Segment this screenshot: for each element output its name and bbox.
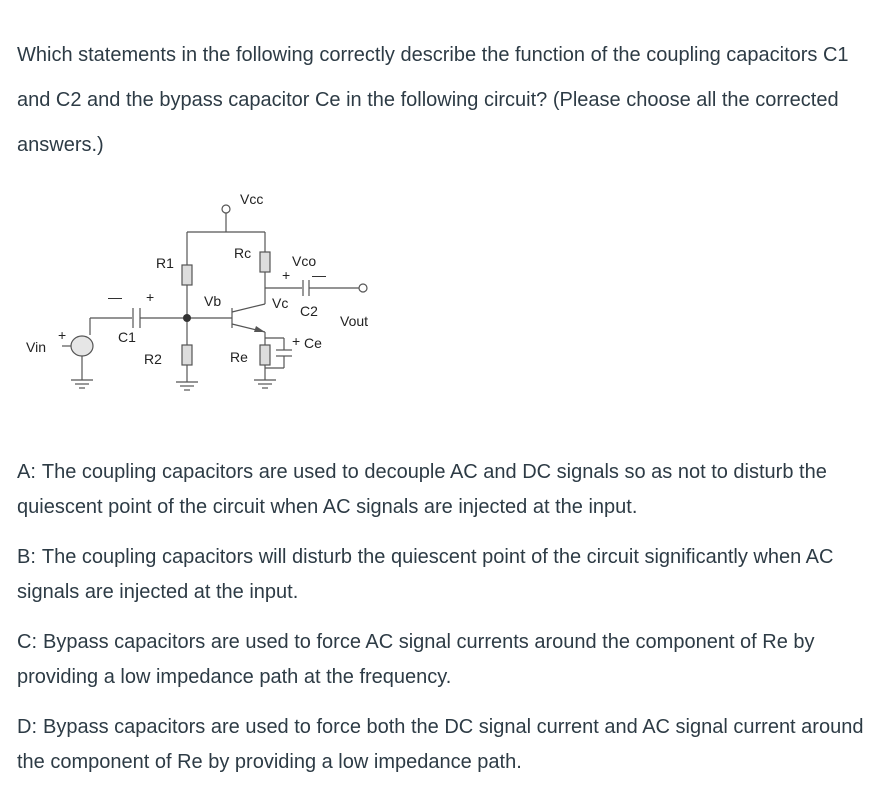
label-r2: R2 [144,351,162,367]
label-vout: Vout [340,313,369,329]
label-ce: Ce [304,335,322,351]
r2-resistor [182,345,192,365]
label-ce-plus: + [292,333,301,349]
label-vb: Vb [204,293,222,309]
label-c1-plus: + [146,289,155,305]
option-a-letter: A: [17,461,36,483]
option-b[interactable] [17,540,875,610]
transistor-collector [232,304,265,312]
label-c2-minus: — [312,267,326,283]
label-c2: C2 [300,303,318,319]
label-vin: Vin [26,339,46,355]
option-b-text: The coupling capacitors will disturb the quiescent point of the circuit significantly when AC signals are injected at the input. [17,546,834,603]
label-vc: Vc [272,295,289,311]
label-c1-minus: — [108,289,122,305]
label-rc: Rc [234,245,252,261]
option-a[interactable] [17,455,875,525]
option-d[interactable] [17,710,875,780]
base-node [183,314,191,322]
label-c1: C1 [118,329,136,345]
label-r1: R1 [156,255,174,271]
option-c[interactable] [17,625,875,695]
label-vco: Vco [292,253,317,269]
option-c-text: Bypass capacitors are used to force AC signal currents around the component of Re by providing a low impedance path at the frequency. [17,631,815,688]
r1-resistor [182,265,192,285]
label-vcc: Vcc [240,191,264,207]
label-re: Re [230,349,248,365]
vout-terminal [359,284,367,292]
vcc-terminal [222,205,230,213]
option-a-text: The coupling capacitors are used to decouple AC and DC signals so as not to disturb the quiescent point of the circuit when AC signals are injected at the input. [17,461,827,518]
vin-source [71,336,93,356]
emitter-arrow [254,326,265,332]
re-resistor [260,345,270,365]
circuit-diagram [22,180,382,410]
rc-resistor [260,252,270,272]
answer-options [17,455,875,795]
label-vin-plus: + [58,327,67,343]
label-c2-plus: + [282,267,291,283]
option-d-text: Bypass capacitors are used to force both the DC signal current and AC signal current around the component of Re by providing a low impedance path. [17,716,864,773]
option-d-letter: D: [17,716,37,738]
option-c-letter: C: [17,631,37,653]
question-text: Which statements in the following correctly describe the function of the coupling capacitors C1 and C2 and the bypass capacitor Ce in the following circuit? (Please choose all the corrected answers.) [17,44,849,156]
option-b-letter: B: [17,546,36,568]
